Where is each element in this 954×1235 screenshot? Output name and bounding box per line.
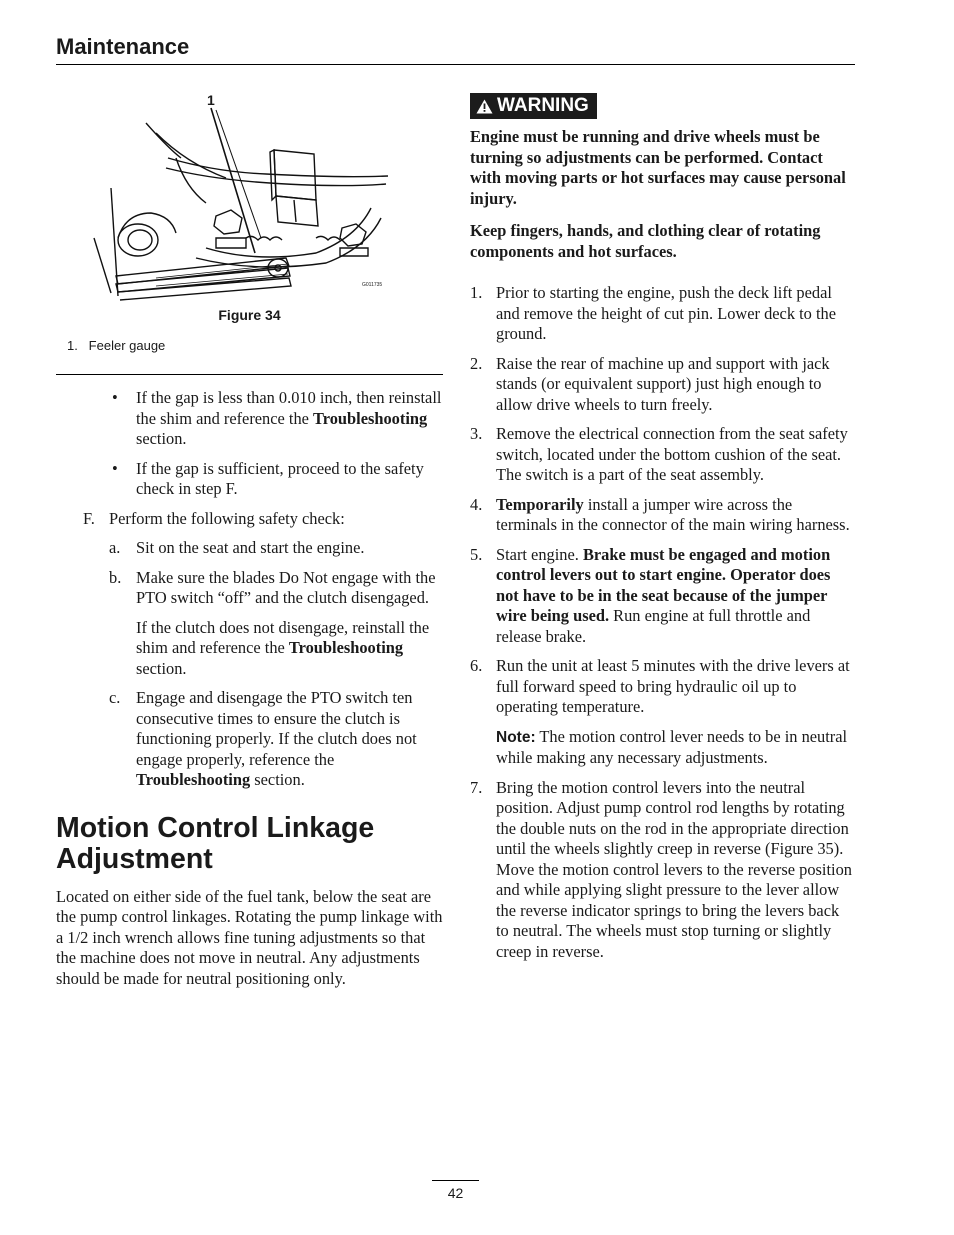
step-text: Prior to starting the engine, push the deck lift pedal and remove the height of cut pin. Lower deck to the ground. bbox=[496, 283, 836, 343]
step-number: 3. bbox=[470, 424, 483, 443]
intro-paragraph: Located on either side of the fuel tank, below the seat are the pump control linkages. Rotating the pump linkage with a 1/2 inch wrench allows fine tuning adjustments so that the machine does not move in neutral. Any adjustments should be made for neutral positioning only. bbox=[56, 886, 443, 988]
step-number: 6. bbox=[470, 656, 483, 675]
step-item bbox=[470, 656, 855, 718]
warning-text: Keep fingers, hands, and clothing clear of rotating components and hot surfaces. bbox=[470, 221, 821, 261]
step-text: Run engine at full throttle and release brake. bbox=[496, 606, 811, 646]
step-item bbox=[470, 354, 855, 416]
step-text: Run the unit at least 5 minutes with the drive levers at full forward speed to bring hydraulic oil up to operating temperature. bbox=[496, 656, 850, 716]
substep-text: Sit on the seat and start the engine. bbox=[136, 538, 365, 557]
bullet-mark: • bbox=[112, 458, 118, 478]
substep-a bbox=[56, 538, 446, 559]
page-number: 42 bbox=[447, 1185, 464, 1201]
step-number: 2. bbox=[470, 353, 483, 373]
substep-c bbox=[56, 688, 446, 791]
step-text: Remove the electrical connection from the seat safety switch, located under the bottom cushion of the seat. The switch is a part of the seat assembly. bbox=[496, 424, 848, 484]
section-header: Maintenance bbox=[56, 34, 190, 59]
step-item bbox=[470, 495, 855, 536]
substep-b bbox=[56, 568, 446, 609]
step-text: Start engine. bbox=[496, 544, 583, 564]
bullet-text: If the gap is sufficient, proceed to the safety check in step F. bbox=[136, 458, 424, 498]
substep-marker: c. bbox=[109, 688, 121, 707]
step-text: Raise the rear of machine up and support with jack stands (or equivalent support) just high enough to allow drive wheels to turn freely. bbox=[496, 353, 830, 414]
step-number: 7. bbox=[470, 777, 483, 797]
troubleshooting-ref: Troubleshooting bbox=[288, 638, 404, 657]
warning-triangle-icon bbox=[476, 99, 493, 114]
bullet-item bbox=[56, 459, 446, 500]
figure-image-code: G011735 bbox=[362, 282, 383, 288]
bullet-text: If the gap is less than 0.010 inch, then reinstall the shim and reference the bbox=[136, 388, 442, 428]
substep-marker: b. bbox=[109, 567, 122, 587]
step-marker: F. bbox=[83, 508, 95, 528]
step-f bbox=[56, 509, 446, 530]
step-item bbox=[470, 545, 855, 648]
troubleshooting-ref: Troubleshooting bbox=[136, 770, 251, 789]
bullet-mark: • bbox=[112, 388, 118, 407]
note-label: Note: bbox=[496, 728, 536, 746]
step-emphasis: Brake must be engaged and motion control levers out to start engine. Operator does not have to be in the seat because of the jumper wire being used. bbox=[496, 544, 831, 625]
para-text: section. bbox=[136, 658, 187, 678]
troubleshooting-ref: Troubleshooting bbox=[313, 408, 428, 428]
figure-34 bbox=[56, 88, 443, 353]
figure-legend: 1. Feeler gauge bbox=[67, 338, 166, 353]
substep-text: Engage and disengage the PTO switch ten consecutive times to ensure the clutch is functioning properly. If the clutch does not engage properly, reference the bbox=[136, 688, 417, 769]
step-list bbox=[470, 283, 855, 718]
right-column bbox=[470, 93, 855, 971]
substep-marker: a. bbox=[109, 538, 121, 557]
para-text: If the clutch does not disengage, reinstall the shim and reference the bbox=[136, 617, 430, 657]
figure-caption: Figure 34 bbox=[218, 307, 281, 323]
step-number: 5. bbox=[470, 544, 483, 564]
page-number-rule bbox=[432, 1180, 479, 1181]
feeler-gauge-illustration bbox=[56, 88, 443, 303]
step-number: 4. bbox=[470, 494, 483, 514]
step-text: Bring the motion control levers into the neutral position. Adjust pump control rod lengths by rotating the double nuts on the rod in the appropriate direction until the wheels slightly creep in reverse (Figure 35). Move the motion control levers to the reverse position and while applying slight pressure to the lever allow the reverse indicator springs to bring the levers back to neutral. The wheels must stop turning or slightly creep in reverse. bbox=[496, 777, 852, 961]
step-number: 1. bbox=[470, 283, 483, 302]
note-text: The motion control lever needs to be in neutral while making any necessary adjustments. bbox=[496, 726, 848, 767]
substep-text: Make sure the blades Do Not engage with the PTO switch “off” and the clutch disengaged. bbox=[136, 567, 436, 607]
step-text: install a jumper wire across the terminals in the connector of the main wiring harness. bbox=[496, 494, 850, 534]
figure-rule bbox=[56, 374, 443, 375]
bullet-item bbox=[56, 388, 446, 450]
section-heading: Motion Control Linkage Adjustment bbox=[56, 811, 375, 875]
substep-b-paragraph bbox=[56, 618, 446, 680]
step-7 bbox=[470, 778, 855, 963]
warning-badge bbox=[470, 93, 597, 119]
step-item bbox=[470, 283, 855, 345]
step-text: Perform the following safety check: bbox=[109, 508, 345, 528]
step-emphasis: Temporarily bbox=[496, 494, 584, 514]
header-rule bbox=[56, 64, 855, 65]
warning-text: Engine must be running and drive wheels must be turning so adjustments can be performed. Contact with moving parts or hot surfaces may cause personal injury. bbox=[470, 127, 846, 208]
bullet-text: section. bbox=[136, 429, 187, 448]
warning-label: WARNING bbox=[497, 94, 589, 116]
step-item bbox=[470, 424, 855, 486]
figure-callout-number: 1 bbox=[207, 92, 215, 108]
substep-text: section. bbox=[250, 770, 305, 789]
note bbox=[470, 727, 855, 769]
left-column bbox=[56, 388, 446, 989]
